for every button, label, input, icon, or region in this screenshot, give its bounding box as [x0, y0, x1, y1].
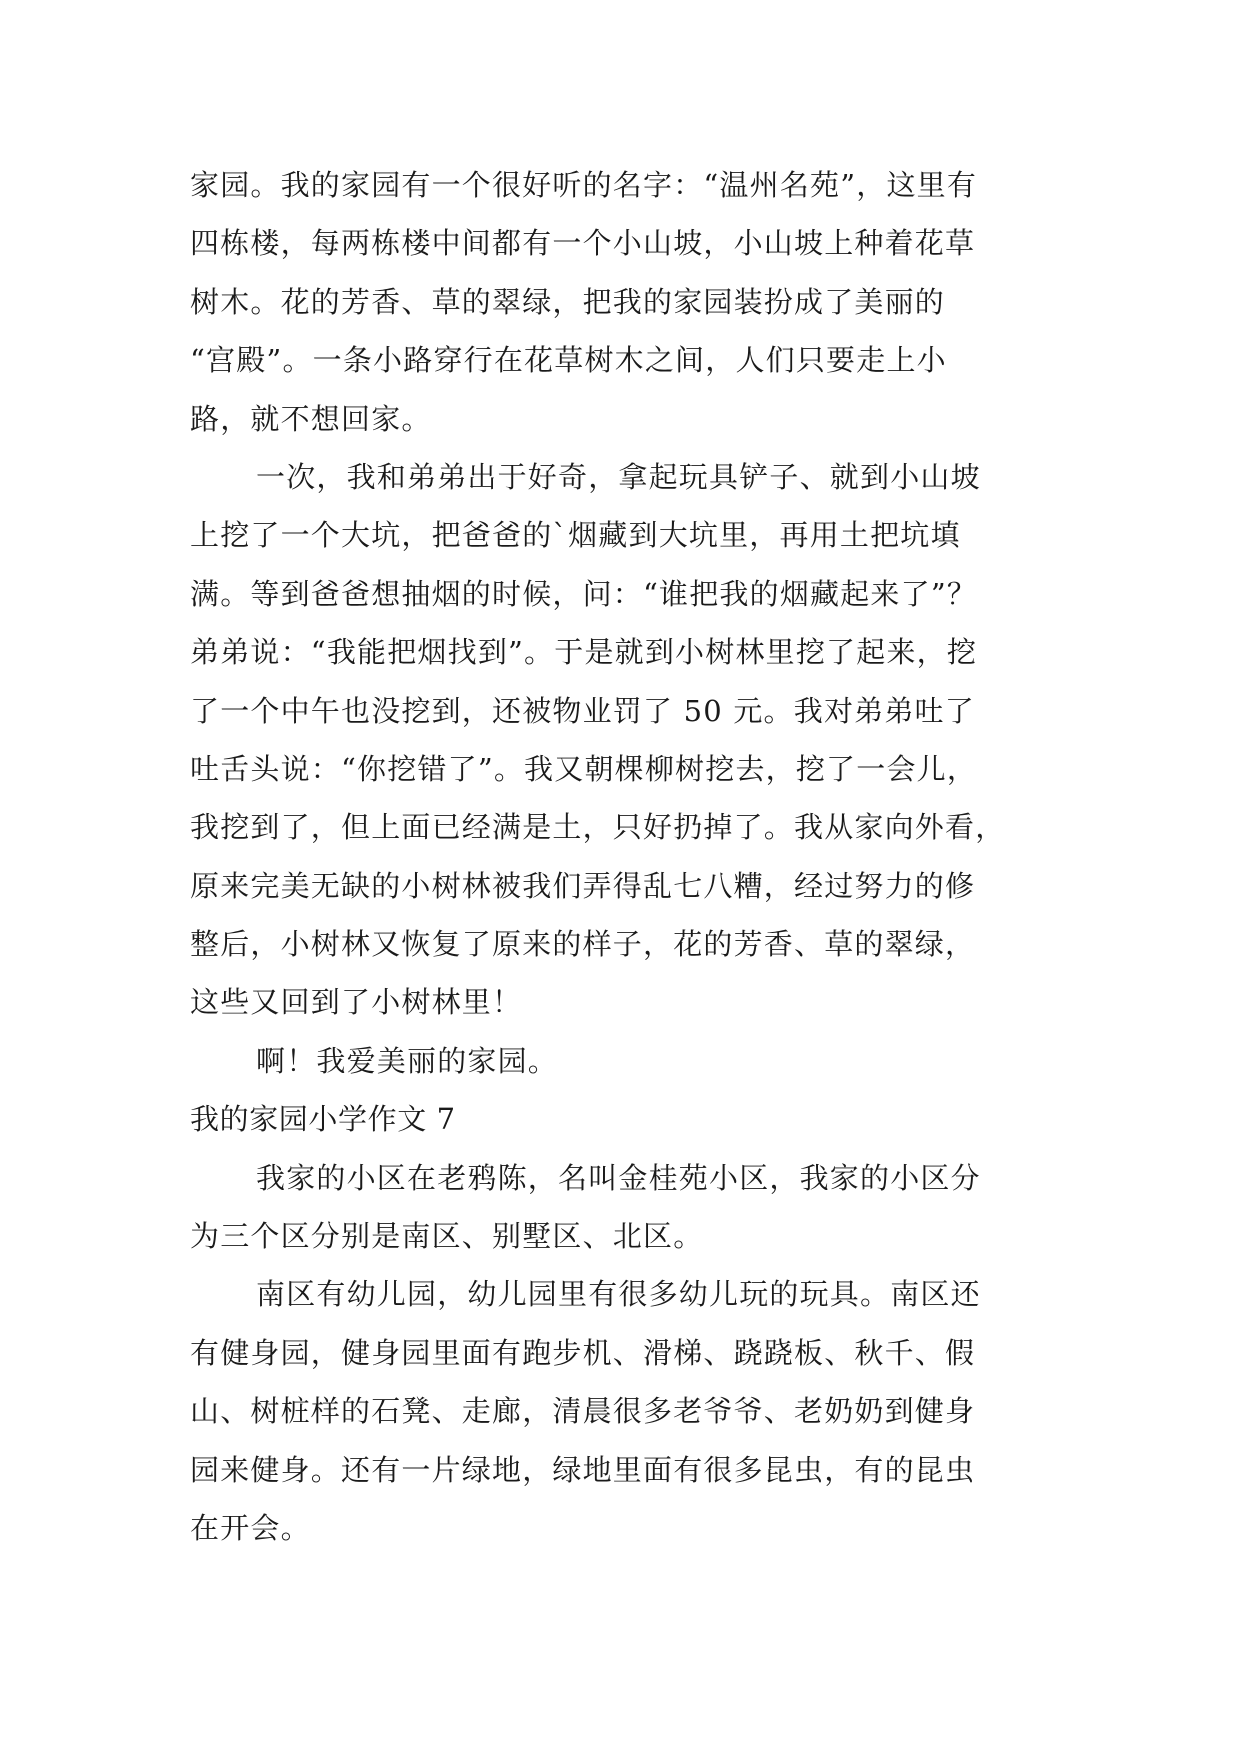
text-line: 家园。我的家园有一个很好听的名字：“温州名苑”，这里有	[190, 168, 978, 202]
text-line: 满。等到爸爸想抽烟的时候，问：“谁把我的烟藏起来了”？	[190, 576, 978, 611]
text-line: 我挖到了，但上面已经满是土，只好扔掉了。我从家向外看，	[190, 810, 1006, 845]
text-line: 山、树桩样的石凳、走廊，清晨很多老爷爷、老奶奶到健身	[190, 1394, 976, 1429]
text-line: 这些又回到了小树林里！	[190, 985, 523, 1020]
text-line: 在开会。	[190, 1510, 311, 1545]
section-heading: 我的家园小学作文 7	[190, 1102, 456, 1137]
paragraph-start-line: 啊！我爱美丽的家园。	[256, 1043, 559, 1078]
paragraph-start-line: 南区有幼儿园，幼儿园里有很多幼儿玩的玩具。南区还	[256, 1277, 981, 1312]
paragraph-start-line: 一次，我和弟弟出于好奇，拿起玩具铲子、就到小山坡	[256, 459, 981, 494]
text-line: 路，就不想回家。	[190, 401, 432, 436]
text-line: 树木。花的芳香、草的翠绿，把我的家园装扮成了美丽的	[190, 284, 946, 319]
text-line: 为三个区分别是南区、别墅区、北区。	[190, 1219, 704, 1254]
text-line: 了一个中午也没挖到，还被物业罚了 50 元。我对弟弟吐了	[190, 693, 975, 728]
paragraph-start-line: 我家的小区在老鸦陈，名叫金桂苑小区，我家的小区分	[256, 1160, 981, 1195]
text-line: 有健身园，健身园里面有跑步机、滑梯、跷跷板、秋千、假	[190, 1335, 976, 1370]
text-line: 原来完美无缺的小树林被我们弄得乱七八糟，经过努力的修	[190, 868, 976, 903]
document-body	[190, 156, 1050, 1557]
text-line: 整后，小树林又恢复了原来的样子，花的芳香、草的翠绿，	[190, 927, 976, 962]
text-line: 园来健身。还有一片绿地，绿地里面有很多昆虫，有的昆虫	[190, 1452, 976, 1487]
text-line: 吐舌头说：“你挖错了”。我又朝棵柳树挖去，挖了一会儿，	[190, 751, 978, 786]
text-line: 弟弟说：“我能把烟找到”。于是就到小树林里挖了起来，挖	[190, 635, 978, 670]
text-line: “宫殿”。一条小路穿行在花草树木之间，人们只要走上小	[190, 343, 947, 378]
text-line: 上挖了一个大坑，把爸爸的`烟藏到大坑里，再用土把坑填	[190, 518, 961, 553]
text-line: 四栋楼，每两栋楼中间都有一个小山坡，小山坡上种着花草	[190, 226, 976, 261]
